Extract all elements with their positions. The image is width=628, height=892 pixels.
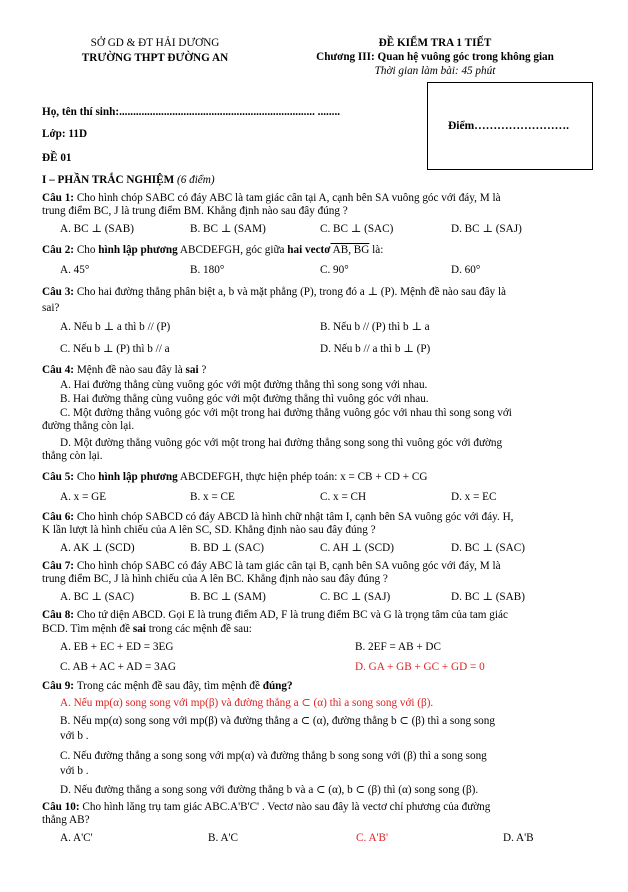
answer-d: D. Nếu đường thẳng a song song với đường thẳng b và a ⊂ (α), b ⊂ (β) thì (α) song song (β). bbox=[60, 784, 479, 796]
answer-c: C. x = CH bbox=[320, 491, 367, 503]
student-name-field: Họ, tên thí sinh:...................................................................... ........ bbox=[42, 106, 341, 118]
question-text: là: bbox=[369, 244, 384, 256]
answer-a: A. 45° bbox=[60, 264, 90, 276]
answer-a: A. EB + EC + ED = 3EG bbox=[60, 641, 174, 653]
question-10 bbox=[42, 801, 587, 826]
question-text: Cho hình chóp SABCD có đáy ABCD là hình chữ nhật tâm I, cạnh bên SA vuông góc với đáy. H, bbox=[76, 511, 514, 523]
question-8 bbox=[42, 608, 587, 636]
question-number: Câu 2: bbox=[42, 244, 77, 256]
section-title-text: I – PHẦN TRẮC NGHIỆM bbox=[42, 174, 177, 186]
question-text: trung điểm BC, J là trung điểm BM. Khẳng định nào sau đây đúng ? bbox=[42, 204, 348, 217]
answer-a: A. Hai đường thẳng cùng vuông góc với một đường thẳng thì song song với nhau. bbox=[60, 379, 428, 391]
question-number: Câu 10: bbox=[42, 801, 83, 813]
question-text: Cho bbox=[76, 471, 99, 483]
answer-b: B. A'C bbox=[208, 832, 238, 844]
question-text-bold: đúng? bbox=[262, 680, 293, 692]
question-2 bbox=[42, 244, 587, 257]
question-text-bold: hình lập phương bbox=[98, 244, 178, 256]
answer-a: A. Nếu b ⊥ a thì b // (P) bbox=[60, 321, 171, 333]
department-name: SỞ GD & ĐT HẢI DƯƠNG bbox=[90, 37, 220, 49]
answer-b: B. BD ⊥ (SAC) bbox=[190, 542, 264, 554]
question-7 bbox=[42, 560, 587, 585]
answer-d: D. x = EC bbox=[451, 491, 497, 503]
answer-d: D. GA + GB + GC + GD = 0 bbox=[355, 661, 485, 673]
answer-a: A. x = GE bbox=[60, 491, 107, 503]
answer-text: C. Nếu đường thẳng a song song với mp(α) và đường thẳng b song song với (β) thì a song song bbox=[60, 750, 487, 762]
answer-d: D. A'B bbox=[503, 832, 534, 844]
exam-time: Thời gian làm bài: 45 phút bbox=[374, 65, 496, 77]
question-number: Câu 3: bbox=[42, 286, 77, 298]
exam-code: ĐỀ 01 bbox=[42, 152, 72, 164]
section-points: (6 điểm) bbox=[176, 174, 215, 186]
question-text: BCD. Tìm mệnh đề bbox=[42, 623, 133, 635]
question-text: Cho hai đường thẳng phân biệt a, b và mặt phẳng (P), trong đó a ⊥ (P). Mệnh đề nào sau đây là bbox=[76, 286, 507, 298]
answer-a: A. BC ⊥ (SAB) bbox=[60, 223, 134, 235]
question-text-bold: sai bbox=[185, 364, 199, 376]
answer-a: A. Nếu mp(α) song song với mp(β) và đường thẳng a ⊂ (α) thì a song song với (β). bbox=[60, 697, 434, 709]
answer-d: D. Nếu b // a thì b ⊥ (P) bbox=[320, 343, 431, 355]
answer-text: với b . bbox=[60, 730, 89, 742]
answer-c bbox=[42, 749, 587, 779]
section-title bbox=[42, 174, 215, 186]
answer-d bbox=[42, 437, 587, 462]
question-text: trung điểm BC, J là hình chiếu của A lên BC. Khẳng định nào sau đây đúng ? bbox=[42, 572, 388, 585]
question-text: trong các mệnh đề sau: bbox=[145, 623, 252, 635]
answer-c: C. BC ⊥ (SAC) bbox=[320, 223, 394, 235]
question-text: ABCDEFGH, thực hiện phép toán: x = CB + CD + CG bbox=[177, 471, 428, 483]
question-text-bold: hai vectơ bbox=[287, 244, 331, 256]
question-number: Câu 9: bbox=[42, 680, 77, 692]
answer-b: B. 180° bbox=[190, 264, 225, 276]
chapter-title: Chương III: Quan hệ vuông góc trong không gian bbox=[316, 51, 554, 63]
question-text: thẳng AB? bbox=[42, 813, 90, 826]
answer-b: B. x = CE bbox=[190, 491, 235, 503]
question-text: ABCDEFGH, góc giữa bbox=[177, 244, 288, 256]
answer-d: D. BC ⊥ (SAJ) bbox=[451, 223, 522, 235]
answer-b: B. BC ⊥ (SAM) bbox=[190, 591, 266, 603]
question-1 bbox=[42, 192, 587, 217]
question-text: Trong các mệnh đề sau đây, tìm mệnh đề bbox=[76, 680, 263, 692]
question-text: Cho tứ diện ABCD. Gọi E là trung điểm AD, F là trung điểm BC và G là trọng tâm của tam giác bbox=[76, 609, 508, 621]
question-text: sai? bbox=[42, 302, 60, 314]
question-5 bbox=[42, 471, 587, 484]
answer-c: C. Nếu b ⊥ (P) thì b // a bbox=[60, 343, 170, 355]
answer-c: C. AH ⊥ (SCD) bbox=[320, 542, 394, 554]
answer-c: C. 90° bbox=[320, 264, 349, 276]
answer-text: với b . bbox=[60, 765, 89, 777]
question-6 bbox=[42, 511, 587, 536]
question-4 bbox=[42, 364, 587, 377]
answer-a: A. BC ⊥ (SAC) bbox=[60, 591, 134, 603]
answer-b: B. BC ⊥ (SAM) bbox=[190, 223, 266, 235]
question-text: Cho hình lăng trụ tam giác ABC.A'B'C' . Vectơ nào sau đây là vectơ chỉ phương của đường bbox=[82, 801, 491, 813]
score-box bbox=[427, 82, 593, 170]
question-number: Câu 5: bbox=[42, 471, 77, 483]
answer-d: D. BC ⊥ (SAB) bbox=[451, 591, 525, 603]
question-text: K lần lượt là hình chiếu của A lên SC, SD. Khẳng định nào sau đây đúng ? bbox=[42, 523, 376, 536]
answer-c: C. BC ⊥ (SAJ) bbox=[320, 591, 391, 603]
answer-b: B. Nếu b // (P) thì b ⊥ a bbox=[320, 321, 430, 333]
student-class: Lớp: 11D bbox=[42, 128, 88, 140]
question-3 bbox=[42, 284, 587, 316]
answer-c: C. AB + AC + AD = 3AG bbox=[60, 661, 176, 673]
answer-d: D. BC ⊥ (SAC) bbox=[451, 542, 525, 554]
question-text: ? bbox=[198, 364, 207, 376]
answer-c: C. A'B' bbox=[356, 832, 389, 844]
question-text: Cho hình chóp SABC có đáy ABC là tam giác cân tại B, cạnh bên SA vuông góc với đáy, M là bbox=[76, 560, 501, 572]
answer-b bbox=[42, 714, 587, 744]
vector-notation: AB, BG bbox=[330, 244, 370, 256]
school-name: TRƯỜNG THPT ĐƯỜNG AN bbox=[81, 52, 229, 64]
answer-b: B. Hai đường thẳng cùng vuông góc với một đường thẳng thì vuông góc với nhau. bbox=[60, 393, 429, 405]
score-label: Điểm……………………. bbox=[448, 120, 570, 132]
question-number: Câu 6: bbox=[42, 511, 77, 523]
answer-d: D. 60° bbox=[451, 264, 481, 276]
question-text: Mệnh đề nào sau đây là bbox=[76, 364, 186, 376]
answer-text: D. Một đường thẳng vuông góc với một trong hai đường thẳng song song thì vuông góc với đường bbox=[60, 437, 503, 449]
question-number: Câu 8: bbox=[42, 609, 77, 621]
answer-text: đường thẳng còn lại. bbox=[42, 419, 135, 432]
answer-a: A. AK ⊥ (SCD) bbox=[60, 542, 135, 554]
question-text-bold: sai bbox=[132, 623, 146, 635]
question-number: Câu 1: bbox=[42, 192, 77, 204]
answer-c bbox=[42, 407, 587, 432]
answer-text: B. Nếu mp(α) song song với mp(β) và đường thẳng a ⊂ (α), đường thẳng b ⊂ (β) thì a song song bbox=[60, 715, 495, 727]
exam-title: ĐỀ KIỂM TRA 1 TIẾT bbox=[378, 37, 492, 49]
answer-b: B. 2EF = AB + DC bbox=[355, 641, 441, 653]
answer-text: C. Một đường thẳng vuông góc với một trong hai đường thẳng vuông góc với nhau thì song song với bbox=[60, 407, 512, 419]
question-number: Câu 7: bbox=[42, 560, 77, 572]
header-right bbox=[295, 36, 575, 78]
question-text: Cho hình chóp SABC có đáy ABC là tam giác cân tại A, cạnh bên SA vuông góc với đáy, M là bbox=[76, 192, 501, 204]
header-left bbox=[50, 36, 260, 66]
question-number: Câu 4: bbox=[42, 364, 77, 376]
answer-a: A. A'C' bbox=[60, 832, 93, 844]
question-9 bbox=[42, 680, 587, 693]
question-text: Cho bbox=[76, 244, 99, 256]
question-text-bold: hình lập phương bbox=[98, 471, 178, 483]
answer-text: thẳng còn lại. bbox=[42, 449, 103, 462]
